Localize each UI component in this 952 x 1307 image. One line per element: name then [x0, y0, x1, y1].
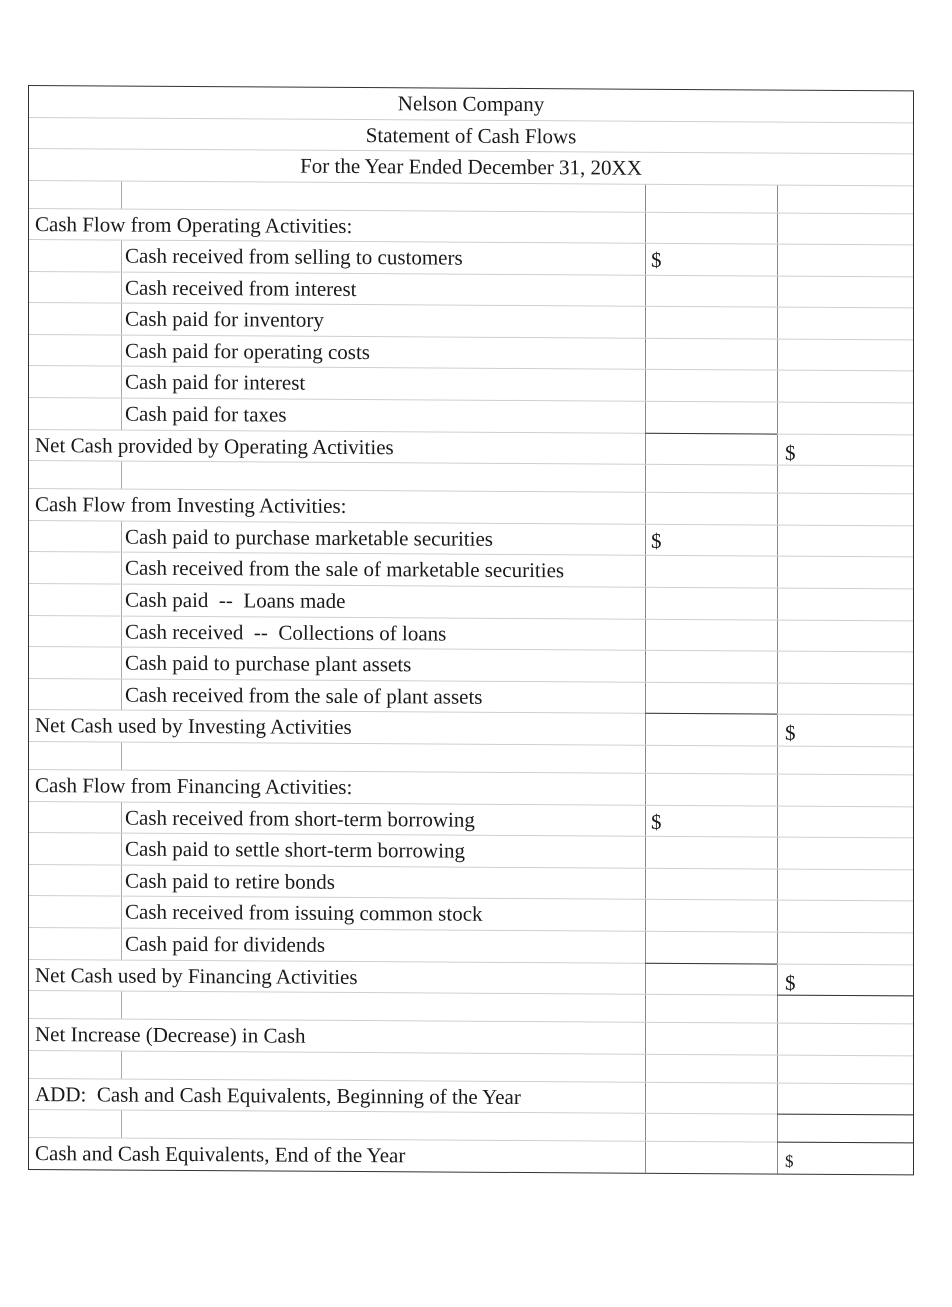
- beginning-cash-label: ADD: Cash and Cash Equivalents, Beginning of the Year: [35, 1081, 521, 1109]
- investing-item-label: Cash paid to purchase marketable securities: [125, 524, 493, 551]
- dollar-sign: $: [651, 809, 662, 834]
- investing-total-label: Net Cash used by Investing Activities: [35, 713, 352, 740]
- dollar-sign: $: [785, 970, 796, 995]
- statement-title: Statement of Cash Flows: [29, 118, 913, 155]
- operating-item-label: Cash paid for taxes: [125, 401, 287, 427]
- dollar-sign: $: [785, 440, 796, 465]
- dollar-sign: $: [785, 1151, 794, 1172]
- operating-item-label: Cash received from interest: [125, 275, 357, 301]
- operating-item-label: Cash paid for interest: [125, 370, 306, 396]
- financing-item-label: Cash received from short-term borrowing: [125, 805, 475, 832]
- company-name: Nelson Company: [29, 86, 913, 123]
- operating-heading: Cash Flow from Operating Activities:: [35, 211, 353, 238]
- ending-cash-label: Cash and Cash Equivalents, End of the Year: [35, 1141, 406, 1168]
- financing-item-label: Cash paid to settle short-term borrowing: [125, 836, 466, 863]
- investing-heading: Cash Flow from Investing Activities:: [35, 492, 347, 519]
- investing-item-label: Cash received -- Collections of loans: [125, 619, 447, 646]
- net-change-label: Net Increase (Decrease) in Cash: [35, 1022, 306, 1048]
- ending-cash-row: [29, 1138, 913, 1174]
- dollar-sign: $: [651, 528, 662, 553]
- financing-item-label: Cash paid to retire bonds: [125, 868, 335, 894]
- investing-item-label: Cash received from the sale of plant assets: [125, 682, 483, 709]
- dollar-sign: $: [651, 247, 662, 272]
- financing-total-label: Net Cash used by Financing Activities: [35, 962, 358, 989]
- financing-item-label: Cash received from issuing common stock: [125, 899, 483, 927]
- financing-item-label: Cash paid for dividends: [125, 931, 326, 957]
- statement-period: For the Year Ended December 31, 20XX: [29, 149, 913, 186]
- operating-total-label: Net Cash provided by Operating Activities: [35, 432, 394, 459]
- investing-item-label: Cash received from the sale of marketable securities: [125, 556, 565, 583]
- financing-heading: Cash Flow from Financing Activities:: [35, 773, 353, 799]
- dollar-sign: $: [785, 721, 796, 746]
- operating-item-label: Cash paid for inventory: [125, 306, 324, 333]
- operating-item-label: Cash received from selling to customers: [125, 243, 463, 270]
- investing-item-label: Cash paid to purchase plant assets: [125, 650, 412, 677]
- investing-item-label: Cash paid -- Loans made: [125, 587, 346, 613]
- operating-item-label: Cash paid for operating costs: [125, 338, 370, 364]
- cash-flow-statement-form: [28, 85, 914, 1175]
